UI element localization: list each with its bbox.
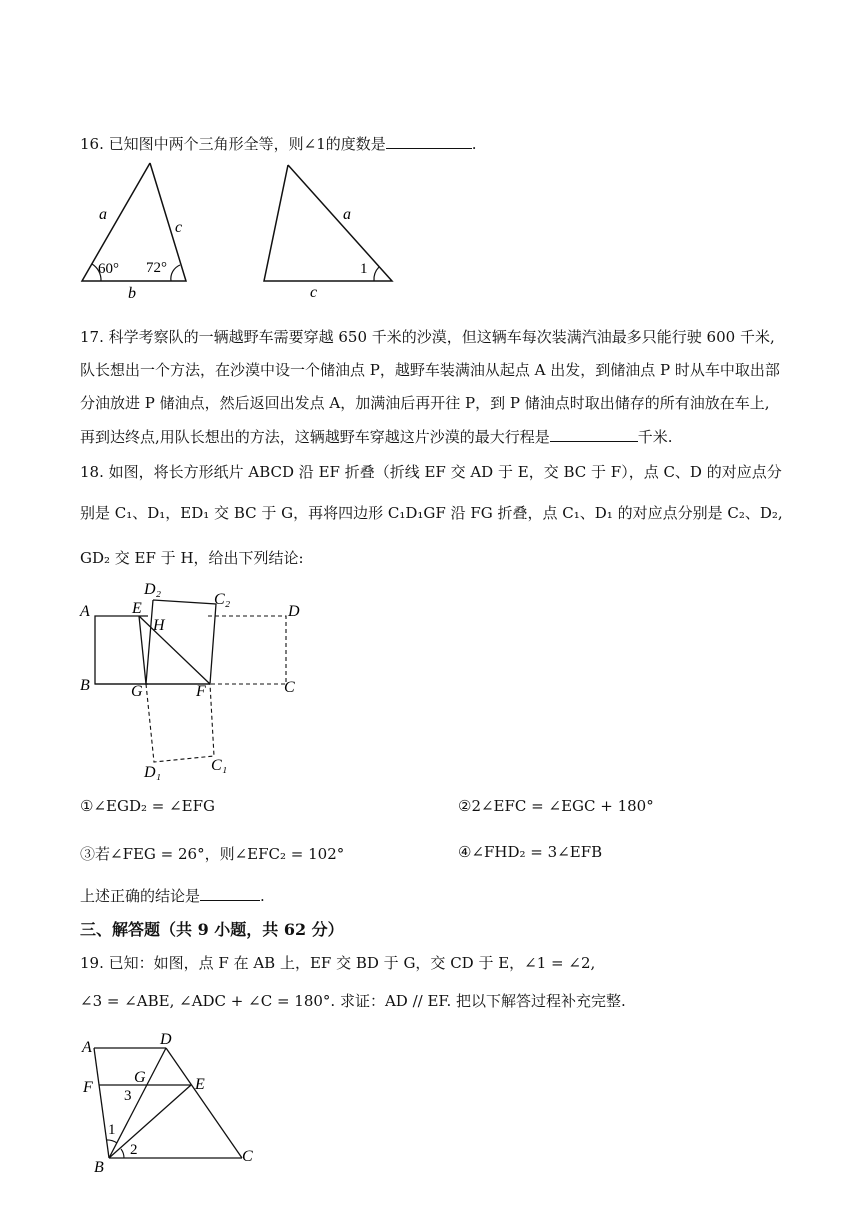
label-E: E xyxy=(132,600,142,617)
label-c1: c xyxy=(175,219,183,236)
q18-folding-figure xyxy=(76,578,316,783)
label-D: D xyxy=(160,1031,172,1048)
q18-line3: GD₂ 交 EF 于 H，给出下列结论: xyxy=(80,549,304,567)
label-C: C xyxy=(242,1148,253,1165)
angle-1: 1 xyxy=(108,1122,116,1138)
angle-72: 72° xyxy=(146,260,167,276)
angle-2: 2 xyxy=(130,1142,138,1158)
label-b1: b xyxy=(128,285,136,302)
q18-option-3: ③若∠FEG = 26°，则∠EFC₂ = 102° xyxy=(80,845,345,863)
answer-blank xyxy=(550,427,638,442)
label-C: C xyxy=(284,679,295,696)
label-A: A xyxy=(82,1039,92,1056)
label-E: E xyxy=(195,1076,205,1093)
q16-text: 16. 已知图中两个三角形全等，则∠1的度数是 . xyxy=(80,135,477,153)
label-c2: c xyxy=(310,284,318,301)
label-G: G xyxy=(131,683,143,700)
label-a1: a xyxy=(99,206,107,223)
label-B: B xyxy=(80,677,90,694)
section-heading: 三、解答题（共 9 小题，共 62 分） xyxy=(80,920,344,939)
label-F: F xyxy=(83,1079,93,1096)
answer-blank xyxy=(200,886,260,901)
label-C1: C₁ xyxy=(211,757,228,774)
q18-conclusion: 上述正确的结论是 . xyxy=(80,887,265,905)
label-F: F xyxy=(196,683,206,700)
q18-option-1: ①∠EGD₂ = ∠EFG xyxy=(80,797,215,815)
q17-line1: 17. 科学考察队的一辆越野车需要穿越 650 千米的沙漠，但这辆车每次装满汽油最多只能行驶 600 千米, xyxy=(80,328,775,346)
q17-line2: 队长想出一个方法，在沙漠中设一个储油点 P，越野车装满油从起点 A 出发，到储油点 P 时从车中取出部 xyxy=(80,361,780,379)
label-G: G xyxy=(134,1069,146,1086)
q18-option-4: ④∠FHD₂ = 3∠EFB xyxy=(458,843,603,861)
q18-option-2: ②2∠EFC = ∠EGC + 180° xyxy=(458,797,654,815)
q17-line3: 分油放进 P 储油点，然后返回出发点 A，加满油后再开往 P，到 P 储油点时取出储存的所有油放在车上, xyxy=(80,394,770,412)
label-H: H xyxy=(153,617,165,634)
q18-line2: 别是 C₁、D₁，ED₁ 交 BC 于 G，再将四边形 C₁D₁GF 沿 FG 折叠，点 C₁、D₁ 的对应点分别是 C₂、D₂, xyxy=(80,504,783,522)
label-D2: D₂ xyxy=(144,581,162,598)
q16-triangles-figure xyxy=(70,155,420,305)
angle-1: 1 xyxy=(360,261,368,277)
label-A: A xyxy=(80,603,90,620)
label-a2: a xyxy=(343,206,351,223)
q19-geometry-figure xyxy=(76,1030,276,1175)
q19-line2: ∠3 = ∠ABE, ∠ADC + ∠C = 180°. 求证：AD // EF. 把以下解答过程补充完整. xyxy=(80,992,626,1010)
angle-60: 60° xyxy=(98,261,119,277)
q18-line1: 18. 如图，将长方形纸片 ABCD 沿 EF 折叠（折线 EF 交 AD 于 E，交 BC 于 F），点 C、D 的对应点分 xyxy=(80,463,782,481)
q19-line1: 19. 已知：如图，点 F 在 AB 上，EF 交 BD 于 G，交 CD 于 E，∠1 = ∠2, xyxy=(80,954,596,972)
q17-line4: 再到达终点,用队长想出的方法，这辆越野车穿越这片沙漠的最大行程是 千米. xyxy=(80,428,673,446)
label-B: B xyxy=(94,1159,104,1175)
label-D: D xyxy=(288,603,300,620)
answer-blank xyxy=(386,134,472,149)
label-D1: D₁ xyxy=(144,764,162,781)
angle-3: 3 xyxy=(124,1088,132,1104)
label-C2: C₂ xyxy=(214,591,231,608)
